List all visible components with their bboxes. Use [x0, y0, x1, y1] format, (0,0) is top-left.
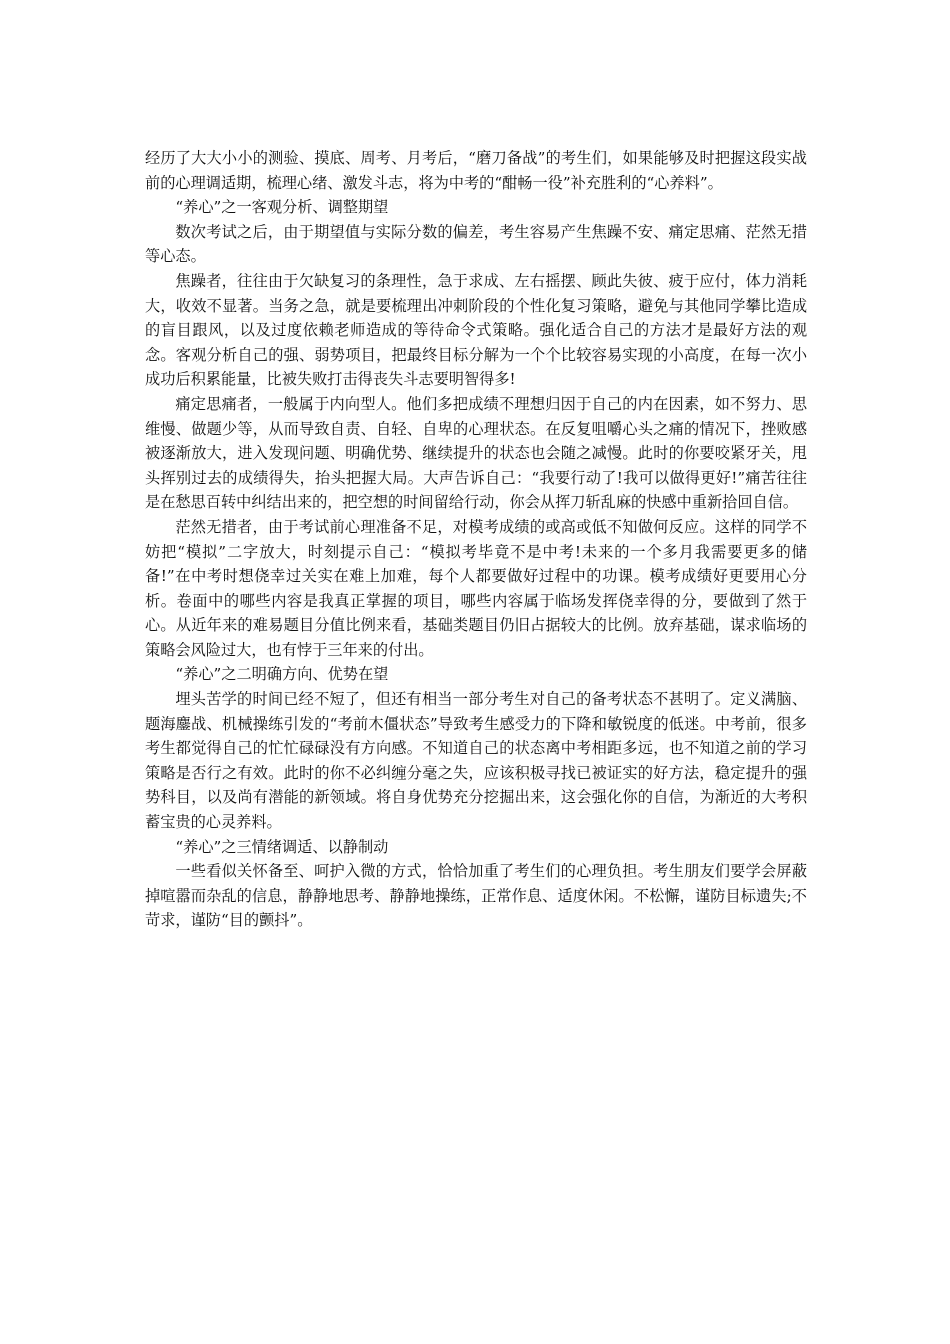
body-paragraph: 茫然无措者，由于考试前心理准备不足，对模考成绩的或高或低不知做何反应。这样的同学不妨把“模拟”二字放大，时刻提示自己：“模拟考毕竟不是中考!未来的一个多月我需要更多的储备!”在中考时想侥幸过关实在难上加难，每个人都要做好过程中的功课。模考成绩好更要用心分析。卷面中的哪些内容是我真正掌握的项目，哪些内容属于临场发挥侥幸得的分，要做到了然于心。从近年来的难易题目分值比例来看，基础类题目仍旧占据较大的比例。放弃基础，谋求临场的策略会风险过大，也有悖于三年来的付出。 [145, 517, 807, 659]
body-paragraph: 数次考试之后，由于期望值与实际分数的偏差，考生容易产生焦躁不安、痛定思痛、茫然无措等心态。 [145, 222, 807, 266]
section-heading-1: “养心”之一客观分析、调整期望 [175, 198, 389, 217]
intro-paragraph: 经历了大大小小的测验、摸底、周考、月考后，“磨刀备战”的考生们，如果能够及时把握这段实战前的心理调适期，梳理心绪、激发斗志，将为中考的“酣畅一役”补充胜利的“心养料”。 [145, 149, 807, 192]
body-paragraph: 痛定思痛者，一般属于内向型人。他们多把成绩不理想归因于自己的内在因素，如不努力、思维慢、做题少等，从而导致自责、自轻、自卑的心理状态。在反复咀嚼心头之痛的情况下，挫败感被逐渐放大，进入发现问题、明确优势、继续提升的状态也会随之减慢。此时的你要咬紧牙关，甩头挥别过去的成绩得失，抬头把握大局。大声告诉自己：“我要行动了!我可以做得更好!”痛苦往往是在愁思百转中纠结出来的，把空想的时间留给行动，你会从挥刀斩乱麻的快感中重新拾回自信。 [145, 394, 807, 512]
body-paragraph: 焦躁者，往往由于欠缺复习的条理性，急于求成、左右摇摆、顾此失彼、疲于应付，体力消耗大，收效不显著。当务之急，就是要梳理出冲刺阶段的个性化复习策略，避免与其他同学攀比造成的盲目跟风，以及过度依赖老师造成的等待命令式策略。强化适合自己的方法才是最好方法的观念。客观分析自己的强、弱势项目，把最终目标分解为一个个比较容易实现的小高度，在每一次小成功后积累能量，比被失败打击得丧失斗志要明智得多! [145, 271, 807, 389]
section-heading-2: “养心”之二明确方向、优势在望 [175, 665, 389, 684]
body-paragraph: 一些看似关怀备至、呵护入微的方式，恰恰加重了考生们的心理负担。考生朋友们要学会屏蔽掉喧嚣而杂乱的信息，静静地思考、静静地操练，正常作息、适度休闲。不松懈，谨防目标遗失;不苛求，谨防“目的颤抖”。 [145, 862, 807, 930]
document-body [145, 146, 807, 933]
section-heading-3: “养心”之三情绪调适、以静制动 [175, 837, 389, 856]
body-paragraph: 埋头苦学的时间已经不短了，但还有相当一部分考生对自己的备考状态不甚明了。定义满脑、题海鏖战、机械操练引发的“考前木僵状态”导致考生感受力的下降和敏锐度的低迷。中考前，很多考生都觉得自己的忙忙碌碌没有方向感。不知道自己的状态离中考相距多远，也不知道之前的学习策略是否行之有效。此时的你不必纠缠分毫之失，应该积极寻找已被证实的好方法，稳定提升的强势科目，以及尚有潜能的新领域。将自身优势充分挖掘出来，这会强化你的自信，为渐近的大考积蓄宝贵的心灵养料。 [145, 690, 807, 832]
